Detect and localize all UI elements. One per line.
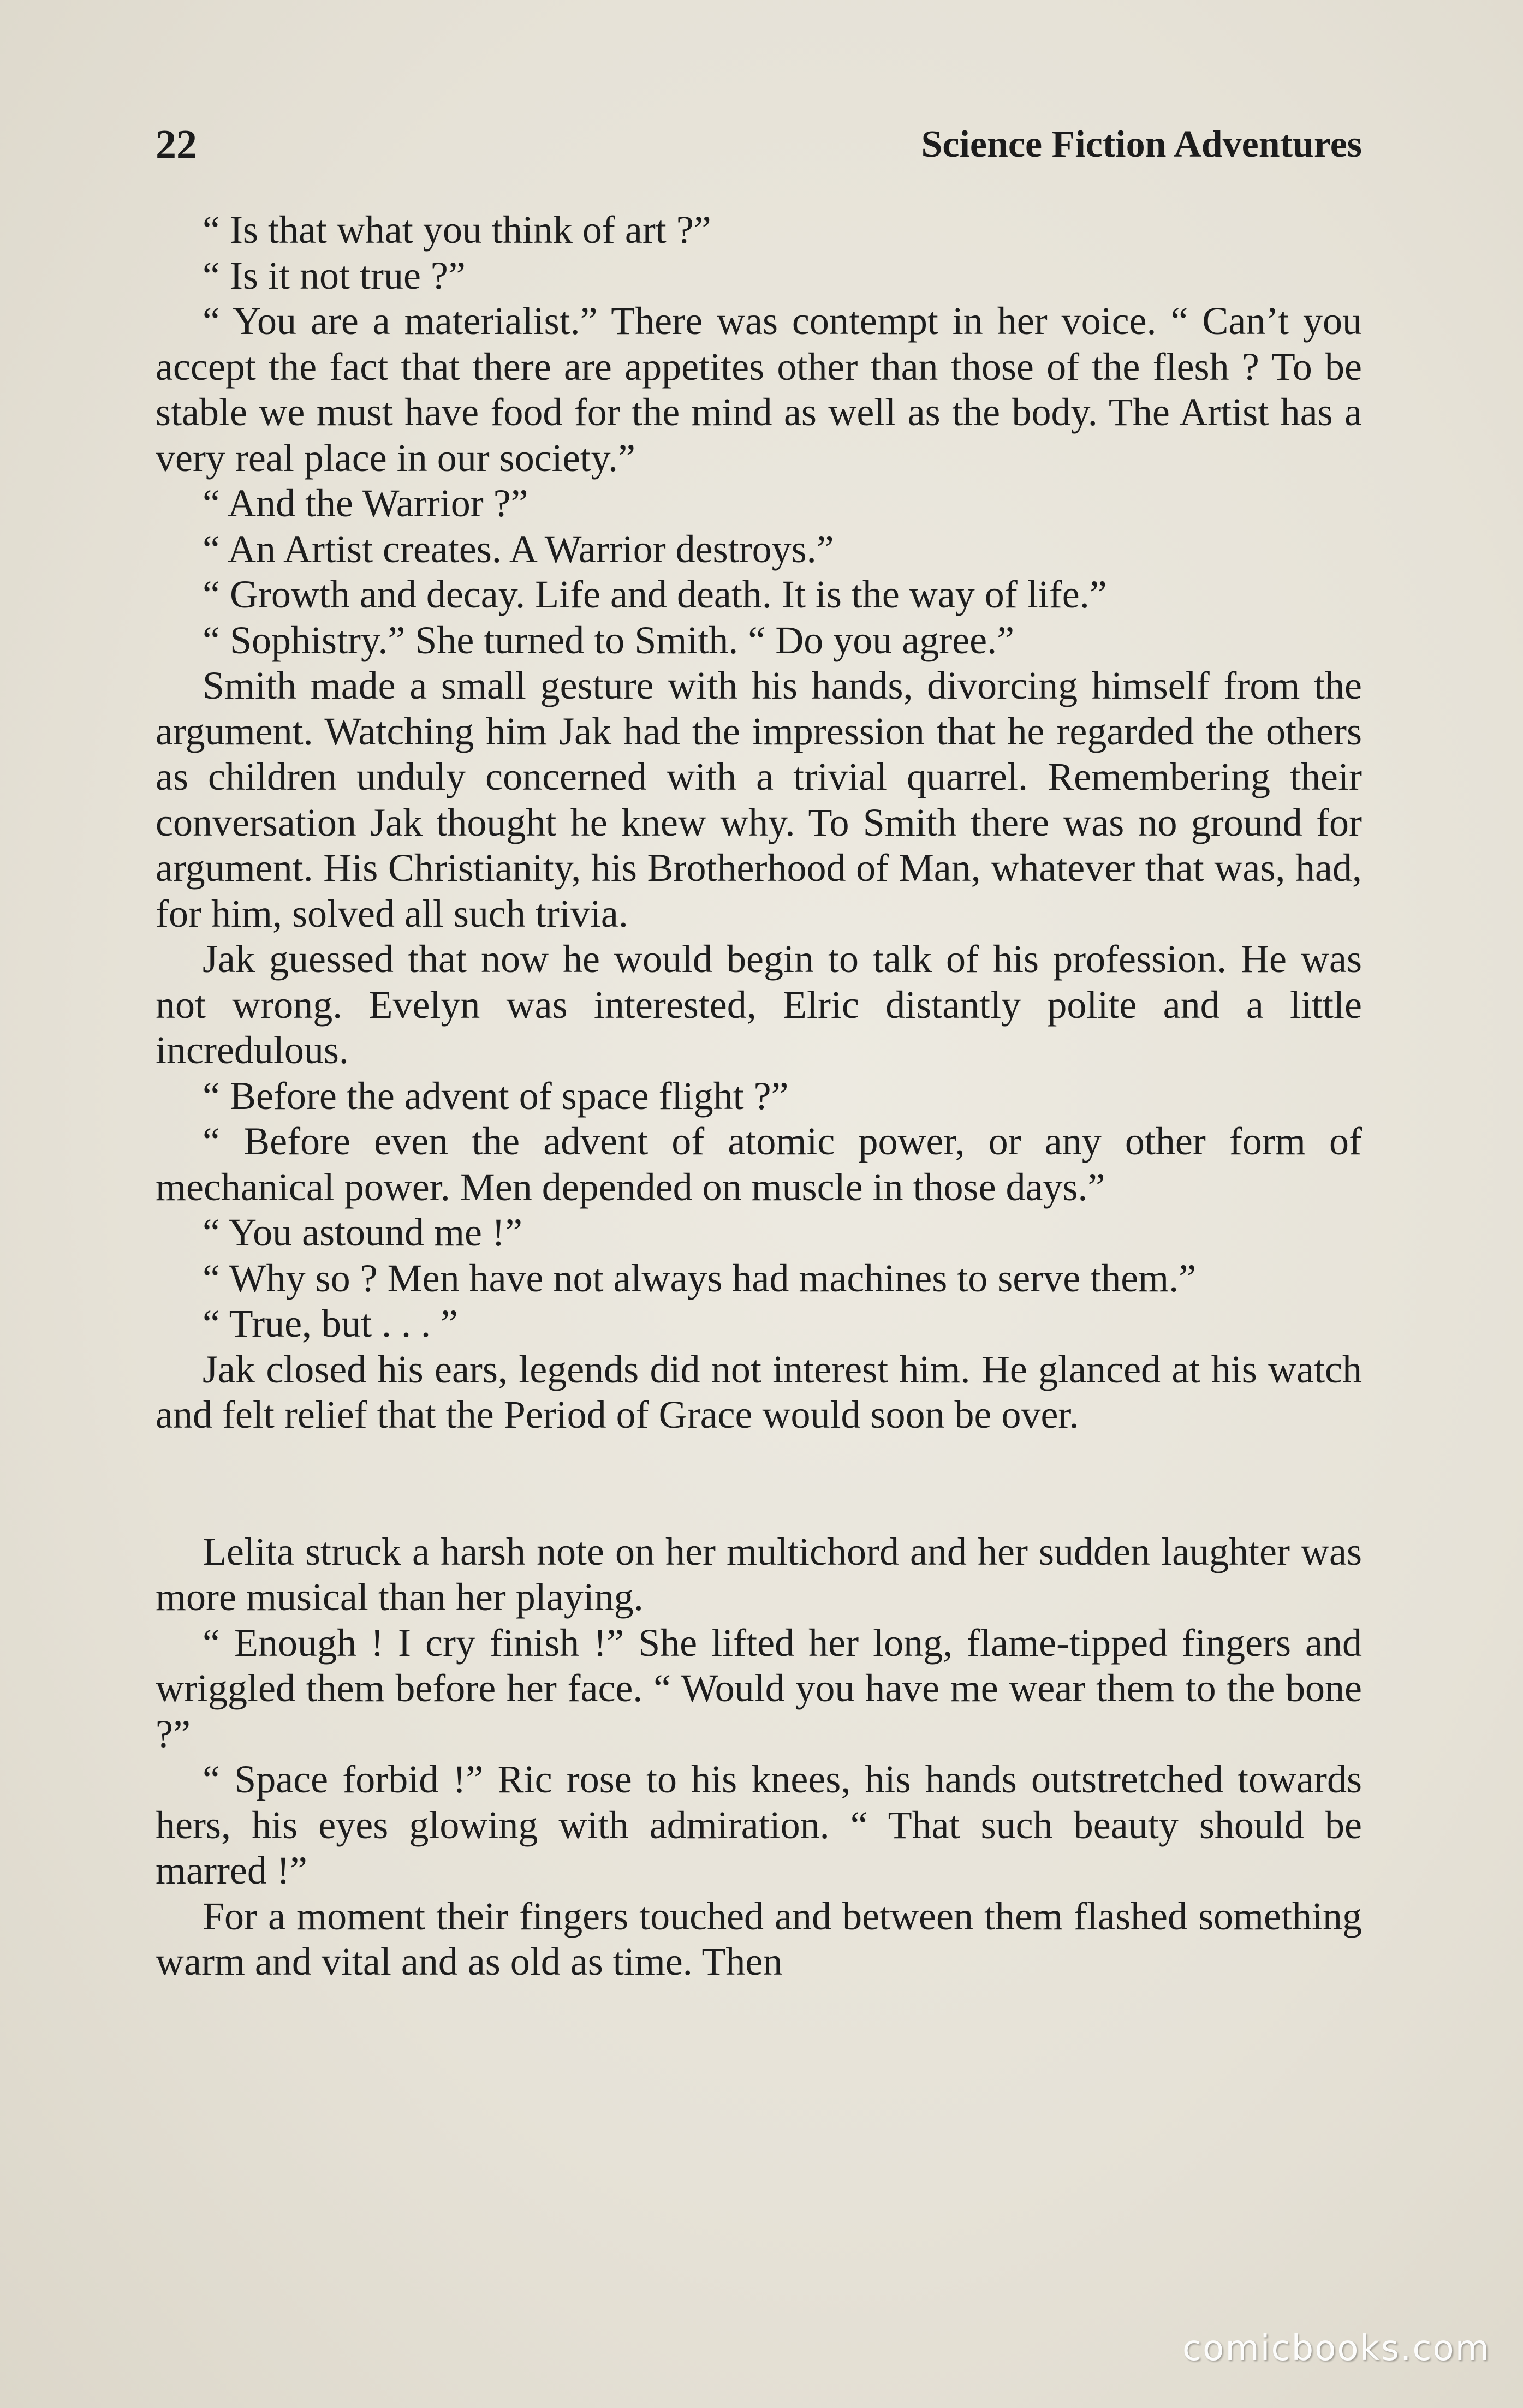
paragraph: “ True, but . . . ” [203, 1302, 458, 1345]
paragraph: “ Before even the advent of atomic power, or any other form of mechanical power. Men depended on muscle in those days.” [156, 1119, 1362, 1209]
paragraph: For a moment their fingers touched and between them flashed something warm and vital and as old as time. Then [156, 1894, 1362, 1983]
paragraph: “ An Artist creates. A Warrior destroys.” [203, 527, 834, 571]
page-number: 22 [156, 122, 197, 168]
paragraph: “ Before the advent of space flight ?” [203, 1074, 789, 1118]
paragraph: “ You astound me !” [203, 1211, 522, 1254]
paragraph: “ And the Warrior ?” [203, 481, 528, 525]
page-header [156, 112, 1362, 177]
paragraph: Jak closed his ears, legends did not interest him. He glanced at his watch and felt relief that the Period of Grace would soon be over. [156, 1347, 1362, 1437]
paragraph: Smith made a small gesture with his hands, divorcing himself from the argument. Watching him Jak had the impression that he regarded the others as children unduly concerned with a trivial quarrel. Remembering their conversation Jak thought he knew why. To Smith there was no ground for argument. His Christianity, his Brotherhood of Man, whatever that was, had, for him, solved all such trivia. [156, 664, 1362, 935]
paragraph: Lelita struck a harsh note on her multichord and her sudden laughter was more musical than her playing. [156, 1529, 1362, 1619]
paragraph: “ Growth and decay. Life and death. It is the way of life.” [203, 573, 1107, 616]
paragraph: “ Sophistry.” She turned to Smith. “ Do you agree.” [203, 618, 1015, 662]
site-watermark: comicbooks.com [1182, 2328, 1490, 2369]
paragraph: Jak guessed that now he would begin to talk of his profession. He was not wrong. Evelyn was interested, Elric distantly polite and a little incredulous. [156, 937, 1362, 1072]
running-head: Science Fiction Adventures [921, 123, 1362, 165]
section-break [156, 1438, 1362, 1529]
paragraph: “ Enough ! I cry finish !” She lifted her long, flame-tipped fingers and wriggled them before her face. “ Would you have me wear them to the bone ?” [156, 1620, 1362, 1756]
paragraph: “ Is it not true ?” [203, 253, 466, 297]
paragraph: “ Why so ? Men have not always had machines to serve them.” [203, 1256, 1197, 1300]
body-text [156, 207, 1362, 1985]
paragraph: “ You are a materialist.” There was contempt in her voice. “ Can’t you accept the fact that there are appetites other than those of the flesh ? To be stable we must have food for the mind as well as the body. The Artist has a very real place in our society.” [156, 299, 1362, 480]
paragraph: “ Space forbid !” Ric rose to his knees, his hands outstretched towards hers, his eyes glowing with admiration. “ That such beauty should be marred !” [156, 1757, 1362, 1892]
paragraph: “ Is that what you think of art ?” [203, 208, 711, 252]
